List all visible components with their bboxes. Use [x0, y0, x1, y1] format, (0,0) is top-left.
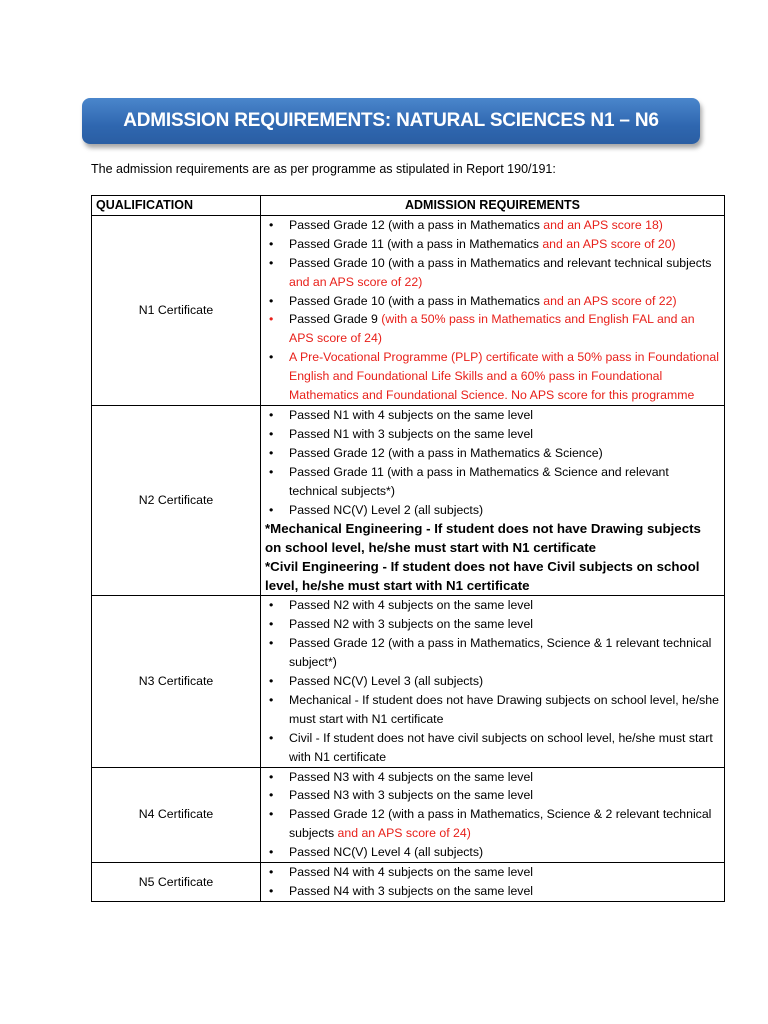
requirement-text: Passed Grade 10 (with a pass in Mathematics and relevant technical subjects: [289, 255, 712, 270]
requirement-item: [269, 292, 720, 311]
requirement-text: Passed Grade 12 (with a pass in Mathematics, Science & 2 relevant technical subjects: [289, 807, 712, 841]
bullet-icon: •: [269, 236, 274, 251]
table-row: [92, 215, 725, 405]
requirement-text: Passed N3 with 3 subjects on the same level: [289, 788, 534, 803]
requirement-item: [269, 882, 720, 901]
requirements-cell: [261, 215, 725, 405]
requirement-text: Passed NC(V) Level 4 (all subjects): [289, 845, 484, 860]
requirements-list: [265, 596, 720, 766]
bullet-icon: •: [269, 730, 274, 745]
requirement-text: Passed NC(V) Level 3 (all subjects): [289, 674, 484, 689]
bullet-icon: •: [269, 293, 274, 308]
header-qualification: QUALIFICATION: [92, 196, 261, 216]
engineering-note: *Mechanical Engineering - If student does not have Drawing subjects on school level, he/she must start with N1 certificate: [265, 521, 701, 556]
requirement-text: Passed N2 with 4 subjects on the same level: [289, 598, 534, 613]
requirement-text: Passed N1 with 4 subjects on the same level: [289, 407, 534, 422]
bullet-icon: •: [269, 598, 274, 613]
requirement-text: Passed Grade 12 (with a pass in Mathematics & Science): [289, 445, 603, 460]
requirements-list: [265, 216, 720, 405]
requirement-item: [269, 425, 720, 444]
bullet-icon: •: [269, 445, 274, 460]
requirement-item: [269, 672, 720, 691]
requirement-text: Passed Grade 11 (with a pass in Mathematics: [289, 236, 543, 251]
requirement-text-highlighted: and an APS score of 22): [543, 293, 677, 308]
bullet-icon: •: [269, 464, 274, 479]
requirement-text: Passed N4 with 3 subjects on the same level: [289, 884, 534, 898]
requirement-item: [269, 843, 720, 862]
requirement-item: [269, 615, 720, 634]
requirement-text: Passed N4 with 4 subjects on the same level: [289, 865, 534, 880]
title-banner: [82, 98, 700, 144]
requirement-text: Mechanical - If student does not have Drawing subjects on school level, he/she must start with N1 certificate: [289, 692, 719, 726]
requirement-item: [269, 444, 720, 463]
engineering-note: *Civil Engineering - If student does not have Civil subjects on school level, he/she must start with N1 certificate: [265, 559, 700, 594]
bullet-icon: •: [269, 769, 274, 784]
requirement-item: [269, 786, 720, 805]
requirement-item: [269, 463, 720, 501]
table-header-row: [92, 196, 725, 216]
table-row: [92, 767, 725, 863]
requirement-text: Passed Grade 11 (with a pass in Mathematics & Science and relevant technical subjects*): [289, 464, 669, 498]
requirement-item: [269, 691, 720, 729]
bullet-icon: •: [269, 788, 274, 803]
intro-text: The admission requirements are as per programme as stipulated in Report 190/191:: [91, 162, 556, 176]
qualification-cell: N5 Certificate: [92, 863, 261, 902]
qualification-cell: N2 Certificate: [92, 405, 261, 595]
requirement-text: Passed Grade 10 (with a pass in Mathematics: [289, 293, 544, 308]
requirement-text: Passed N2 with 3 subjects on the same level: [289, 617, 534, 632]
bullet-icon: •: [269, 845, 274, 860]
requirement-item: [269, 805, 720, 843]
requirements-list: [265, 406, 720, 519]
bullet-icon: •: [269, 807, 274, 822]
requirement-text: Passed N3 with 4 subjects on the same level: [289, 769, 534, 784]
qualification-cell: N1 Certificate: [92, 215, 261, 405]
qualification-cell: N3 Certificate: [92, 596, 261, 767]
bullet-icon: •: [269, 426, 274, 441]
header-admission-requirements: ADMISSION REQUIREMENTS: [261, 196, 725, 216]
requirements-list: [265, 863, 720, 901]
requirements-cell: [261, 596, 725, 767]
requirements-cell: [261, 405, 725, 595]
requirement-item: [269, 863, 720, 882]
requirement-item: [269, 254, 720, 292]
bullet-icon: •: [269, 350, 274, 365]
requirement-item: [269, 768, 720, 787]
requirement-text-highlighted: (with a 50% pass in Mathematics and English FAL and an APS score of 24): [289, 312, 695, 346]
requirement-text-highlighted: and an APS score 18): [543, 217, 663, 232]
bullet-icon: •: [269, 865, 274, 880]
page-title: ADMISSION REQUIREMENTS: NATURAL SCIENCES N1 – N6: [123, 110, 659, 131]
qualification-cell: N4 Certificate: [92, 767, 261, 863]
bullet-icon: •: [269, 674, 274, 689]
requirement-item: [269, 634, 720, 672]
requirement-text: Passed NC(V) Level 2 (all subjects): [289, 502, 484, 517]
bullet-icon: •: [269, 312, 274, 327]
admission-table: [91, 195, 725, 902]
bullet-icon: •: [269, 884, 274, 898]
requirement-item: [269, 348, 720, 405]
bullet-icon: •: [269, 692, 274, 707]
requirement-item: [269, 501, 720, 520]
bullet-icon: •: [269, 636, 274, 651]
requirement-text: Passed Grade 12 (with a pass in Mathematics: [289, 217, 544, 232]
requirement-item: [269, 406, 720, 425]
requirements-list: [265, 768, 720, 863]
requirement-text: Passed Grade 9: [289, 312, 382, 327]
requirement-text-highlighted: and an APS score of 20): [542, 236, 676, 251]
bullet-icon: •: [269, 217, 274, 232]
requirement-item: [269, 310, 720, 348]
table-row: [92, 596, 725, 767]
requirement-item: [269, 216, 720, 235]
requirements-cell: [261, 767, 725, 863]
bullet-icon: •: [269, 502, 274, 517]
requirement-text-highlighted: A Pre-Vocational Programme (PLP) certificate with a 50% pass in Foundational English and Foundational Life Skills and a 60% pass in Foundational Mathematics and Foundational Science. No APS score for this programme: [289, 350, 719, 403]
table-row: [92, 405, 725, 595]
table-row: [92, 863, 725, 902]
requirement-item: [269, 729, 720, 767]
requirements-cell: [261, 863, 725, 902]
bullet-icon: •: [269, 407, 274, 422]
bullet-icon: •: [269, 255, 274, 270]
requirement-text: Civil - If student does not have civil subjects on school level, he/she must start with N1 certificate: [289, 730, 713, 764]
requirement-item: [269, 235, 720, 254]
requirement-text-highlighted: and an APS score of 24): [337, 826, 471, 841]
requirement-text-highlighted: and an APS score of 22): [289, 274, 423, 289]
requirement-text: Passed Grade 12 (with a pass in Mathematics, Science & 1 relevant technical subject*): [289, 636, 712, 670]
bullet-icon: •: [269, 617, 274, 632]
requirement-item: [269, 596, 720, 615]
requirement-text: Passed N1 with 3 subjects on the same level: [289, 426, 534, 441]
